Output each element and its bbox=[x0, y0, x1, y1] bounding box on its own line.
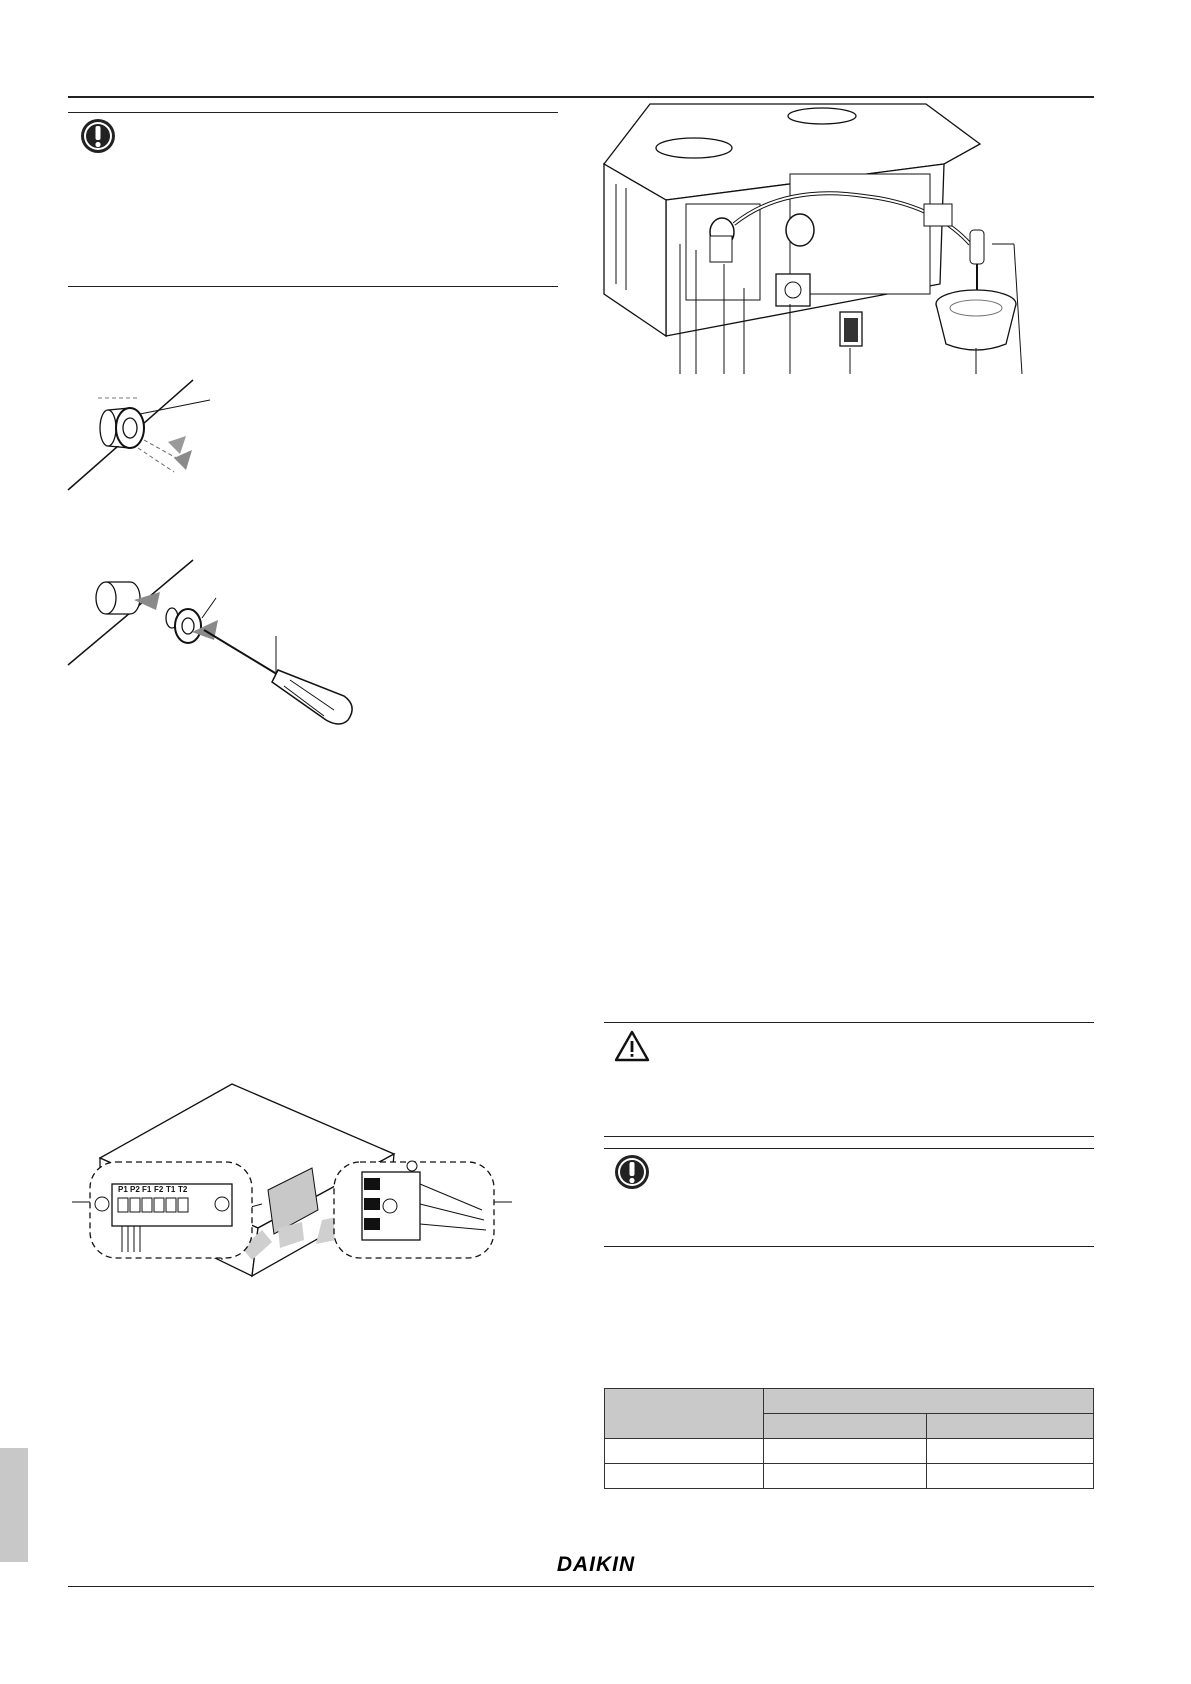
table-subheader-cell bbox=[764, 1414, 927, 1439]
notice2-bottom-rule bbox=[604, 1246, 1094, 1247]
table-cell bbox=[927, 1464, 1094, 1489]
table-header-cell bbox=[764, 1389, 1094, 1414]
footer-rule bbox=[68, 1586, 1094, 1587]
side-index-tab bbox=[0, 1448, 28, 1562]
notice2-top-rule bbox=[604, 1148, 1094, 1149]
unit-wiring-illustration bbox=[72, 1080, 512, 1340]
knockout-removal-illustration bbox=[68, 380, 268, 500]
notice-top-rule bbox=[68, 112, 558, 113]
warning-bottom-rule bbox=[604, 1136, 1094, 1137]
exclamation-circle-icon bbox=[614, 1154, 650, 1190]
drain-pump-test-illustration bbox=[604, 104, 1074, 394]
warning-triangle-icon bbox=[614, 1030, 650, 1066]
table-cell bbox=[605, 1464, 764, 1489]
table-cell bbox=[927, 1439, 1094, 1464]
table-cell bbox=[605, 1439, 764, 1464]
terminal-label: T2 bbox=[178, 1185, 188, 1194]
table-cell bbox=[764, 1464, 927, 1489]
terminal-label: P2 bbox=[130, 1185, 140, 1194]
table-row bbox=[605, 1439, 1094, 1464]
terminal-label: F1 bbox=[142, 1185, 152, 1194]
terminal-label: F2 bbox=[154, 1185, 164, 1194]
ground-terminal-icon bbox=[407, 1161, 417, 1171]
daikin-logo: DAIKIN bbox=[556, 1553, 636, 1576]
notice-bottom-rule bbox=[68, 286, 558, 287]
table-subheader-cell bbox=[927, 1414, 1094, 1439]
table-header-cell bbox=[605, 1389, 764, 1439]
header-rule bbox=[68, 96, 1094, 98]
table-cell bbox=[764, 1439, 927, 1464]
exclamation-circle-icon bbox=[80, 118, 116, 154]
terminal-label: T1 bbox=[166, 1185, 176, 1194]
specification-table bbox=[604, 1388, 1094, 1489]
table-row bbox=[605, 1464, 1094, 1489]
warning-top-rule bbox=[604, 1022, 1094, 1023]
terminal-label: P1 bbox=[118, 1185, 128, 1194]
knockout-screwdriver-illustration bbox=[68, 560, 388, 760]
